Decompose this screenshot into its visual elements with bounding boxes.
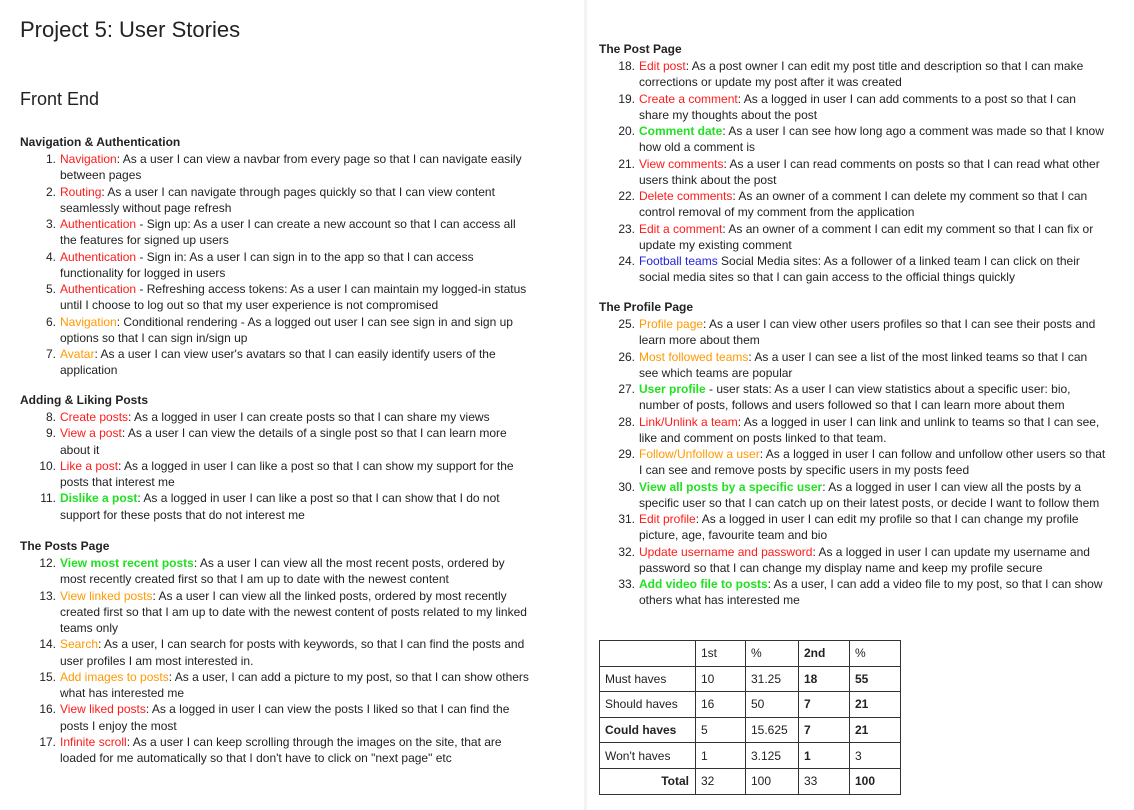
story-tag: Edit a comment	[639, 221, 723, 236]
list-number: 18.	[618, 59, 635, 73]
section-heading: The Post Page	[599, 42, 682, 56]
user-story-list	[20, 151, 530, 379]
story-text: : As a user I can keep scrolling through the images on the site, that are loaded for me automatically so that I don't have to click on "next page" etc	[60, 734, 502, 765]
user-story-list	[599, 316, 1109, 609]
table-cell: 21	[850, 717, 901, 743]
user-story-item	[20, 555, 530, 588]
story-tag: Update username and password	[639, 544, 813, 559]
story-tag: Comment date	[639, 124, 723, 138]
section-post-page	[599, 41, 1109, 286]
story-tag: Add images to posts	[60, 669, 169, 684]
story-tag: Create a comment	[639, 91, 738, 106]
table-cell: 18	[799, 666, 850, 692]
story-text: : As a user I can see a list of the most linked teams so that I can see which teams are popular	[639, 349, 1088, 380]
user-story-item	[20, 249, 530, 282]
user-story-item	[20, 314, 530, 347]
story-text: : As a user, I can search for posts with keywords, so that I can find the posts and user profiles I am most interested in.	[60, 637, 525, 668]
story-text: : As a logged in user I can view the posts I liked so that I can find the posts I enjoy the most	[60, 702, 510, 733]
list-number: 29.	[618, 447, 635, 461]
table-header-row	[600, 641, 901, 667]
table-cell: 3.125	[746, 743, 799, 769]
story-tag: Authentication	[60, 249, 137, 264]
table-row	[600, 666, 901, 692]
table-cell: 10	[696, 666, 746, 692]
story-text: : As a user, I can add a video file to my post, so that I can show others what has interested me	[639, 577, 1103, 608]
list-number: 12.	[39, 556, 56, 570]
table-cell: 7	[799, 717, 850, 743]
list-number: 3.	[45, 217, 56, 231]
story-text: : As a user, I can add a picture to my post, so that I can show others what has interested me	[60, 669, 529, 700]
list-number: 9.	[45, 426, 56, 441]
story-text: : As a logged in user I can like a post so that I can show that I do not support for these posts that do not interest me	[60, 491, 500, 522]
story-tag: Create posts	[60, 410, 129, 424]
user-story-item	[20, 701, 530, 734]
section-adding-liking-posts	[20, 392, 530, 523]
story-text: : As a user I can view all the linked posts, ordered by most recently created first so that I am up to date with the newest content of posts related to my linked teams only	[60, 588, 527, 635]
table-cell: 100	[850, 768, 901, 794]
user-story-item	[20, 184, 530, 217]
story-text: - user stats: As a user I can view statistics about a specific user: bio, number of posts, follows and users followed so that I can learn more about them	[639, 382, 1071, 413]
table-cell: 7	[799, 692, 850, 718]
table-header-cell: 2nd	[799, 641, 850, 667]
table-cell: 33	[799, 768, 850, 794]
story-text: : As a user I can navigate through pages quickly so that I can view content seamlessly without page refresh	[60, 184, 495, 215]
table-header-cell: %	[746, 641, 799, 667]
user-story-item	[20, 636, 530, 669]
user-story-item	[20, 425, 530, 458]
section-posts-page	[20, 538, 530, 766]
story-tag: Most followed teams	[639, 349, 749, 364]
user-story-item	[20, 669, 530, 702]
list-number: 11.	[40, 491, 56, 506]
user-story-item	[20, 490, 530, 523]
list-number: 15.	[39, 669, 56, 684]
list-number: 17.	[39, 734, 56, 749]
table-row	[600, 743, 901, 769]
story-tag: View liked posts	[60, 702, 146, 717]
story-text: : As a logged in user I can follow and unfollow other users so that I can see and remove posts by specific users in my posts feed	[639, 447, 1106, 478]
user-story-item	[599, 479, 1109, 512]
list-number: 2.	[45, 184, 56, 199]
story-text: : As a user I can view a navbar from every page so that I can navigate easily between pages	[60, 152, 522, 183]
story-tag: Dislike a post	[60, 491, 138, 506]
user-story-item	[599, 156, 1109, 189]
story-text: : As a user I can view user's avatars so that I can easily identify users of the application	[60, 347, 496, 378]
list-number: 24.	[618, 254, 635, 268]
list-number: 31.	[618, 512, 635, 526]
section-heading: Navigation & Authentication	[20, 135, 181, 149]
user-story-item	[20, 458, 530, 491]
story-text: : As a user I can view all the most recent posts, ordered by most recently created first so that I am up to date with the newest content	[60, 556, 505, 587]
document-title: Project 5: User Stories	[20, 17, 241, 42]
moscow-summary-table	[599, 640, 901, 795]
user-story-item	[599, 316, 1109, 349]
story-tag: View all posts by a specific user	[639, 479, 823, 494]
story-text: : As an owner of a comment I can edit my comment so that I can fix or update my existing comment	[639, 221, 1094, 252]
story-tag: Edit profile	[639, 512, 696, 526]
user-story-item	[20, 346, 530, 379]
table-cell: 16	[696, 692, 746, 718]
list-number: 20.	[618, 124, 635, 138]
story-tag: Profile page	[639, 317, 704, 331]
user-story-item	[599, 58, 1109, 91]
list-number: 4.	[45, 249, 56, 264]
story-tag: Routing	[60, 184, 102, 199]
story-tag: View a post	[60, 426, 122, 441]
list-number: 5.	[45, 282, 56, 296]
list-number: 19.	[618, 91, 635, 106]
section-heading: The Posts Page	[20, 539, 110, 553]
table-cell: 5	[696, 717, 746, 743]
row-label-must-haves: Must haves	[600, 666, 696, 692]
story-tag: View most recent posts	[60, 556, 194, 570]
story-text: - Sign in: As a user I can sign in to the app so that I can access functionality for logged in users	[60, 249, 474, 280]
story-tag: Add video file to posts	[639, 577, 768, 591]
story-tag: Like a post	[60, 458, 119, 473]
list-number: 28.	[618, 414, 635, 429]
story-text: : As a post owner I can edit my post title and description so that I can make corrections or update my post after it was created	[639, 59, 1084, 90]
list-number: 27.	[618, 382, 635, 396]
user-story-item	[599, 349, 1109, 382]
story-tag: View comments	[639, 156, 724, 171]
story-tag: Avatar	[60, 347, 95, 361]
section-heading: Adding & Liking Posts	[20, 393, 148, 407]
story-text: Social Media sites: As a follower of a linked team I can click on their social media sites so that I can gain access to the official things quickly	[639, 254, 1080, 285]
user-story-item	[20, 409, 530, 425]
section-navigation-authentication	[20, 134, 530, 379]
user-story-item	[599, 91, 1109, 124]
list-number: 32.	[618, 544, 635, 559]
story-text: : As an owner of a comment I can delete my comment so that I can control removal of my comment from the application	[639, 189, 1088, 220]
section-heading: The Profile Page	[599, 300, 694, 314]
user-story-item	[20, 588, 530, 637]
table-cell: 55	[850, 666, 901, 692]
list-number: 1.	[45, 152, 56, 166]
story-text: : As a logged in user I can link and unlink to teams so that I can see, like and comment on posts linked to that team.	[639, 414, 1100, 445]
list-number: 16.	[39, 702, 56, 717]
list-number: 6.	[45, 314, 56, 329]
story-text: - Sign up: As a user I can create a new account so that I can access all the features for signed up users	[60, 217, 516, 248]
list-number: 33.	[618, 577, 635, 591]
user-story-item	[599, 576, 1109, 609]
user-story-item	[599, 381, 1109, 414]
table-cell: 15.625	[746, 717, 799, 743]
list-number: 30.	[618, 479, 635, 494]
story-text: : As a logged in user I can like a post so that I can show my support for the posts that interest me	[60, 458, 514, 489]
user-story-item	[20, 216, 530, 249]
list-number: 10.	[39, 458, 56, 473]
list-number: 22.	[618, 189, 635, 203]
user-story-item	[599, 221, 1109, 254]
table-row	[600, 717, 901, 743]
story-tag: Authentication	[60, 217, 137, 231]
section-title-front-end: Front End	[20, 89, 100, 109]
user-story-item	[20, 734, 530, 767]
story-text: : As a user I can see how long ago a comment was made so that I know how old a comment is	[639, 124, 1104, 155]
user-story-list	[20, 409, 530, 523]
story-tag: Navigation	[60, 152, 117, 166]
story-text: : As a logged in user I can edit my profile so that I can change my profile picture, age, favourite team and bio	[639, 512, 1079, 543]
story-tag: Search	[60, 637, 99, 652]
user-story-item	[20, 281, 530, 314]
story-tag: Authentication	[60, 282, 137, 296]
section-profile-page	[599, 299, 1109, 609]
user-story-item	[599, 544, 1109, 577]
story-tag: Infinite scroll	[60, 734, 127, 749]
user-story-item	[599, 123, 1109, 156]
row-label-total: Total	[600, 768, 696, 794]
story-text: : As a user I can view the details of a single post so that I can learn more about it	[60, 426, 507, 457]
table-cell: 31.25	[746, 666, 799, 692]
user-story-item	[599, 414, 1109, 447]
table-cell: 100	[746, 768, 799, 794]
story-tag: Delete comments	[639, 189, 733, 203]
table-cell: 50	[746, 692, 799, 718]
story-tag: Follow/Unfollow a user	[639, 447, 760, 461]
story-tag: User profile	[639, 382, 706, 396]
story-tag: Edit post	[639, 59, 686, 73]
user-story-item	[599, 188, 1109, 221]
story-text: : Conditional rendering - As a logged out user I can see sign in and sign up options so that I can sign in/sign up	[60, 314, 513, 345]
story-text: : As a logged in user I can create posts so that I can share my views	[128, 410, 490, 424]
story-tag: View linked posts	[60, 588, 153, 603]
table-row	[600, 692, 901, 718]
user-story-item	[599, 253, 1109, 286]
story-text: : As a logged in user I can update my username and password so that I can change my display name and keep my profile secure	[639, 544, 1090, 575]
user-story-list	[599, 58, 1109, 286]
table-cell: 1	[799, 743, 850, 769]
row-label-could-haves: Could haves	[600, 717, 696, 743]
table-cell: 1	[696, 743, 746, 769]
story-tag: Link/Unlink a team	[639, 414, 738, 429]
story-text: : As a user I can read comments on posts so that I can read what other users think about the post	[639, 156, 1100, 187]
list-number: 14.	[39, 637, 56, 652]
story-text: : As a logged in user I can view all the posts by a specific user so that I can catch up on their latest posts, or decide I want to follow them	[639, 479, 1100, 510]
table-header-cell: 1st	[696, 641, 746, 667]
list-number: 13.	[39, 588, 56, 603]
story-text: : As a logged in user I can add comments to a post so that I can share my thoughts about the post	[639, 91, 1076, 122]
user-story-item	[599, 446, 1109, 479]
table-cell: 32	[696, 768, 746, 794]
table-header-cell: %	[850, 641, 901, 667]
list-number: 26.	[618, 349, 635, 364]
row-label-should-haves: Should haves	[600, 692, 696, 718]
user-story-item	[20, 151, 530, 184]
row-label-wont-haves: Won't haves	[600, 743, 696, 769]
table-total-row	[600, 768, 901, 794]
story-tag: Navigation	[60, 314, 117, 329]
list-number: 7.	[45, 347, 56, 361]
table-cell: 21	[850, 692, 901, 718]
story-tag: Football teams	[639, 254, 718, 268]
table-cell: 3	[850, 743, 901, 769]
table-header-cell	[600, 641, 696, 667]
list-number: 8.	[45, 410, 56, 424]
list-number: 23.	[618, 221, 635, 236]
list-number: 25.	[618, 317, 635, 331]
user-story-list	[20, 555, 530, 766]
list-number: 21.	[618, 156, 635, 171]
user-story-item	[599, 511, 1109, 544]
story-text: - Refreshing access tokens: As a user I can maintain my logged-in status until I choose to log out so that my user experience is not compromised	[60, 282, 527, 313]
story-text: : As a user I can view other users profiles so that I can see their posts and learn more about them	[639, 317, 1096, 348]
